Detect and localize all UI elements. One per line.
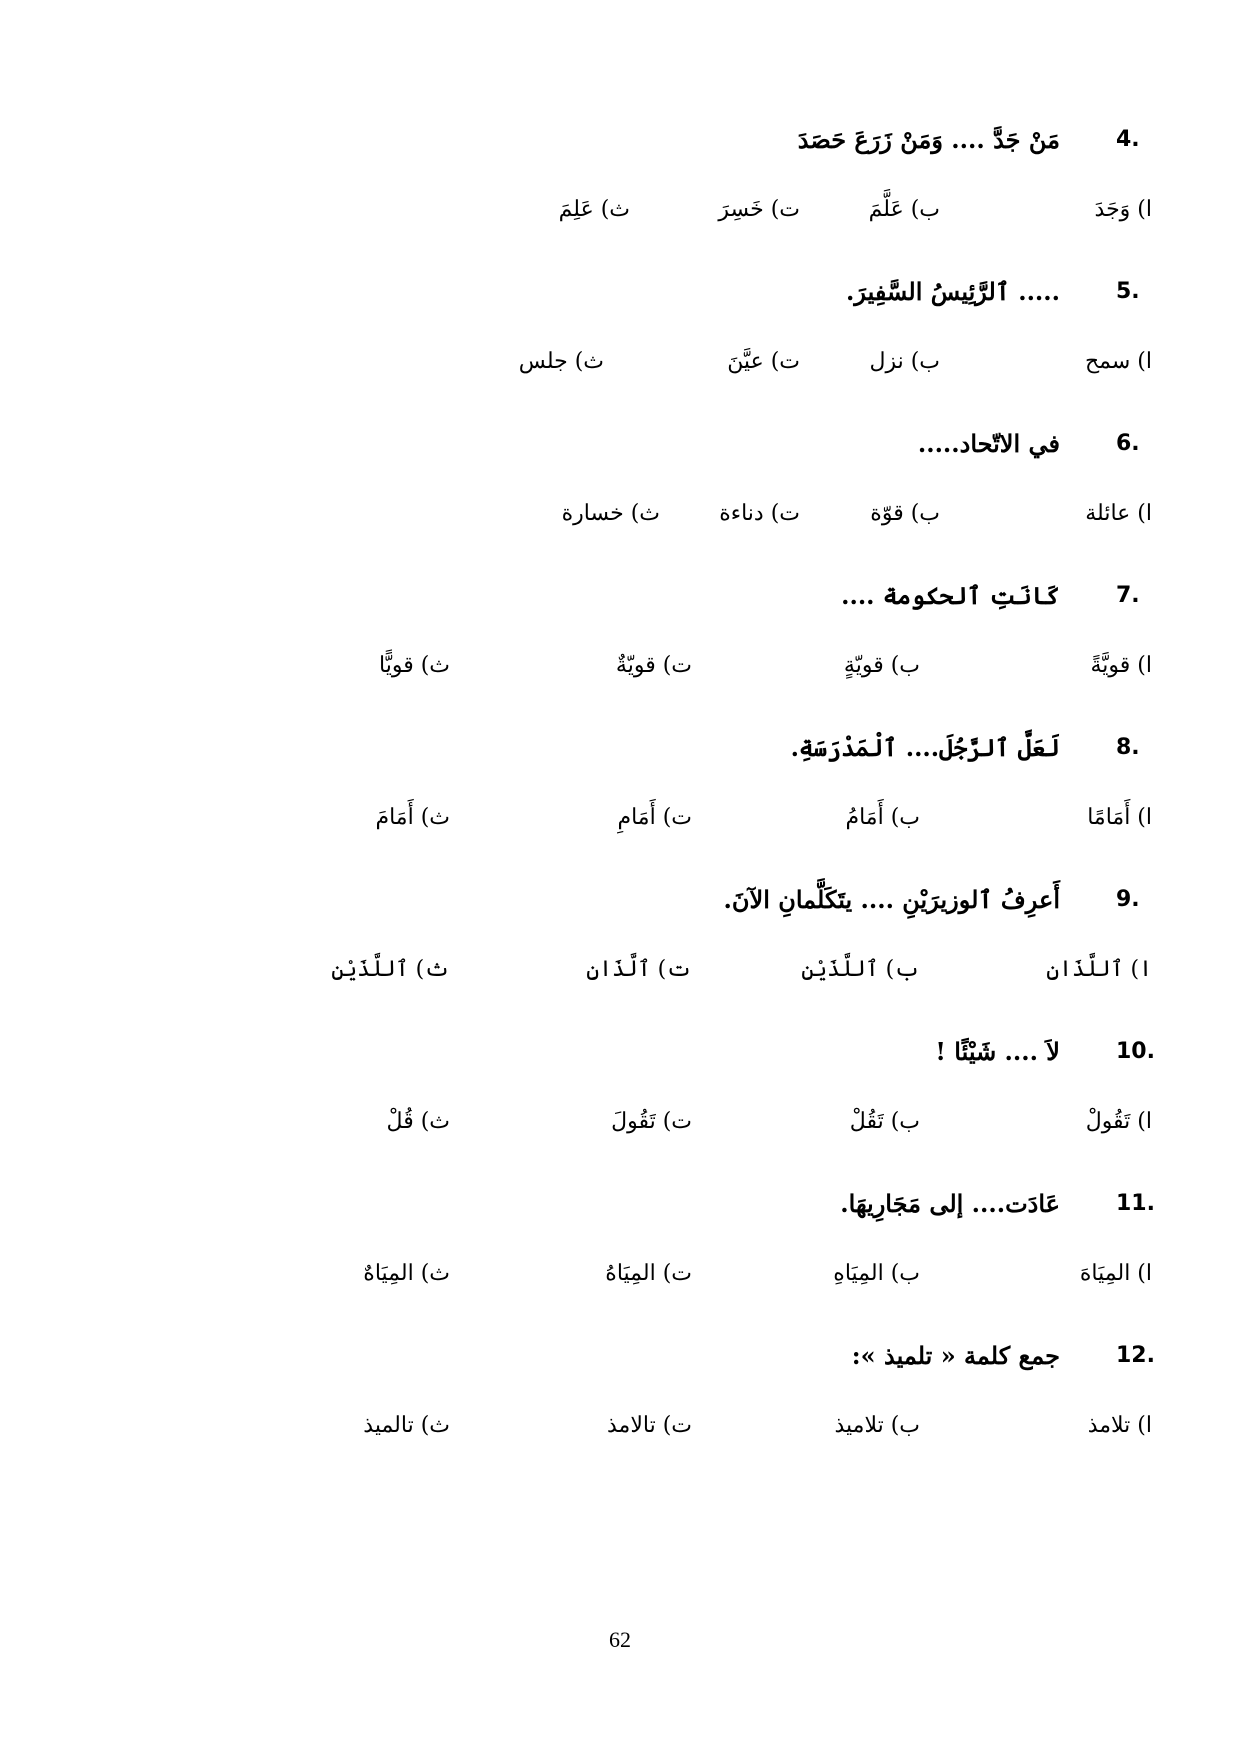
- option-d: ث) عَلِمَ: [558, 197, 630, 222]
- question-9: [0, 876, 1240, 924]
- option-a: ا) قويَّةً: [1090, 653, 1152, 678]
- question-12-options: [0, 1402, 1240, 1450]
- question-text: أَعرِفُ ٱلوزيرَيْنِ .... يتَكَلَّمانِ الآنَ.: [723, 885, 1060, 914]
- question-10: [0, 1028, 1240, 1076]
- question-8: [0, 724, 1240, 772]
- question-11-options: [0, 1250, 1240, 1298]
- option-c: ت) دناءة: [719, 501, 800, 526]
- question-11: [0, 1180, 1240, 1228]
- option-d: ث) تالميذ: [363, 1413, 450, 1438]
- page-number: 62: [609, 1627, 631, 1652]
- question-4-options: [0, 186, 1240, 234]
- question-number: 8.: [1116, 735, 1140, 760]
- question-6: [0, 420, 1240, 468]
- option-d: ث) قويًّا: [379, 653, 450, 678]
- question-5: [0, 268, 1240, 316]
- question-number: 11.: [1116, 1191, 1155, 1216]
- question-number: 12.: [1116, 1343, 1155, 1368]
- question-7-options: [0, 642, 1240, 690]
- question-7: [0, 572, 1240, 620]
- question-text: في الاتّحاد.....: [917, 429, 1060, 458]
- option-c: ت) تَقُولَ: [611, 1109, 692, 1134]
- option-b: ب) عَلَّمَ: [868, 197, 940, 222]
- option-d: ث) أَمَامَ: [375, 805, 450, 830]
- option-c: ت) ٱلَّذَانِ: [586, 957, 692, 982]
- question-number: 9.: [1116, 887, 1140, 912]
- option-d: ث) خسارة: [561, 501, 660, 526]
- question-10-options: [0, 1098, 1240, 1146]
- option-a: ا) سمح: [1084, 349, 1152, 374]
- question-number: 5.: [1116, 279, 1140, 304]
- question-number: 6.: [1116, 431, 1140, 456]
- option-c: ت) عيَّنَ: [727, 349, 800, 374]
- question-8-options: [0, 794, 1240, 842]
- question-text: لَعَلَّ ٱلرَّجُلَ.... ٱلْمَدْرَسَةِ.: [790, 733, 1060, 762]
- option-b: ب) نزل: [869, 349, 940, 374]
- option-d: ث) جلس: [518, 349, 604, 374]
- question-5-options: [0, 338, 1240, 386]
- option-b: ب) قوّة: [870, 501, 940, 526]
- option-a: ا) ٱللَّذَانِ: [1046, 957, 1152, 982]
- option-d: ث) المِيَاهٌ: [363, 1261, 450, 1286]
- option-a: ا) أَمَامًا: [1087, 805, 1152, 830]
- option-a: ا) وَجَدَ: [1094, 197, 1152, 222]
- question-text: ..... ٱلرَّئِيسُ السَّفِيرَ.: [846, 277, 1060, 306]
- question-text: عَادَت.... إلى مَجَارِيهَا.: [840, 1189, 1060, 1218]
- option-b: ب) قويّةٍ: [843, 653, 920, 678]
- question-text: كَانَتِ ٱلحكومة ....: [841, 581, 1060, 610]
- option-a: ا) عائلة: [1085, 501, 1152, 526]
- option-a: ا) تَقُولْ: [1085, 1109, 1152, 1134]
- option-b: ب) تلاميذ: [834, 1413, 920, 1438]
- question-number: 4.: [1116, 127, 1140, 152]
- option-b: ب) المِيَاهِ: [833, 1261, 920, 1286]
- option-c: ت) المِيَاهُ: [605, 1261, 692, 1286]
- option-c: ت) قويّةٌ: [615, 653, 692, 678]
- option-d: ث) ٱللَّذَيْنِ: [331, 957, 450, 982]
- option-c: ت) تالامذ: [607, 1413, 692, 1438]
- question-text: مَنْ جَدَّ .... وَمَنْ زَرَعَ حَصَدَ: [797, 125, 1060, 154]
- question-9-options: [0, 946, 1240, 994]
- question-number: 10.: [1116, 1039, 1155, 1064]
- option-c: ت) أَمَامِ: [617, 805, 692, 830]
- option-c: ت) خَسِرَ: [718, 197, 800, 222]
- question-12: [0, 1332, 1240, 1380]
- question-6-options: [0, 490, 1240, 538]
- question-4: [0, 116, 1240, 164]
- option-a: ا) تلامذ: [1087, 1413, 1152, 1438]
- question-text: لاَ .... شَيْئًا !: [935, 1037, 1060, 1066]
- option-b: ب) تَقُلْ: [849, 1109, 920, 1134]
- option-a: ا) المِيَاهَ: [1079, 1261, 1152, 1286]
- question-number: 7.: [1116, 583, 1140, 608]
- option-b: ب) أَمَامُ: [845, 805, 920, 830]
- option-b: ب) ٱللَّذَيْنِ: [801, 957, 920, 982]
- question-text: جمع كلمة « تلميذ »:: [851, 1341, 1060, 1370]
- option-d: ث) قُلْ: [386, 1109, 450, 1134]
